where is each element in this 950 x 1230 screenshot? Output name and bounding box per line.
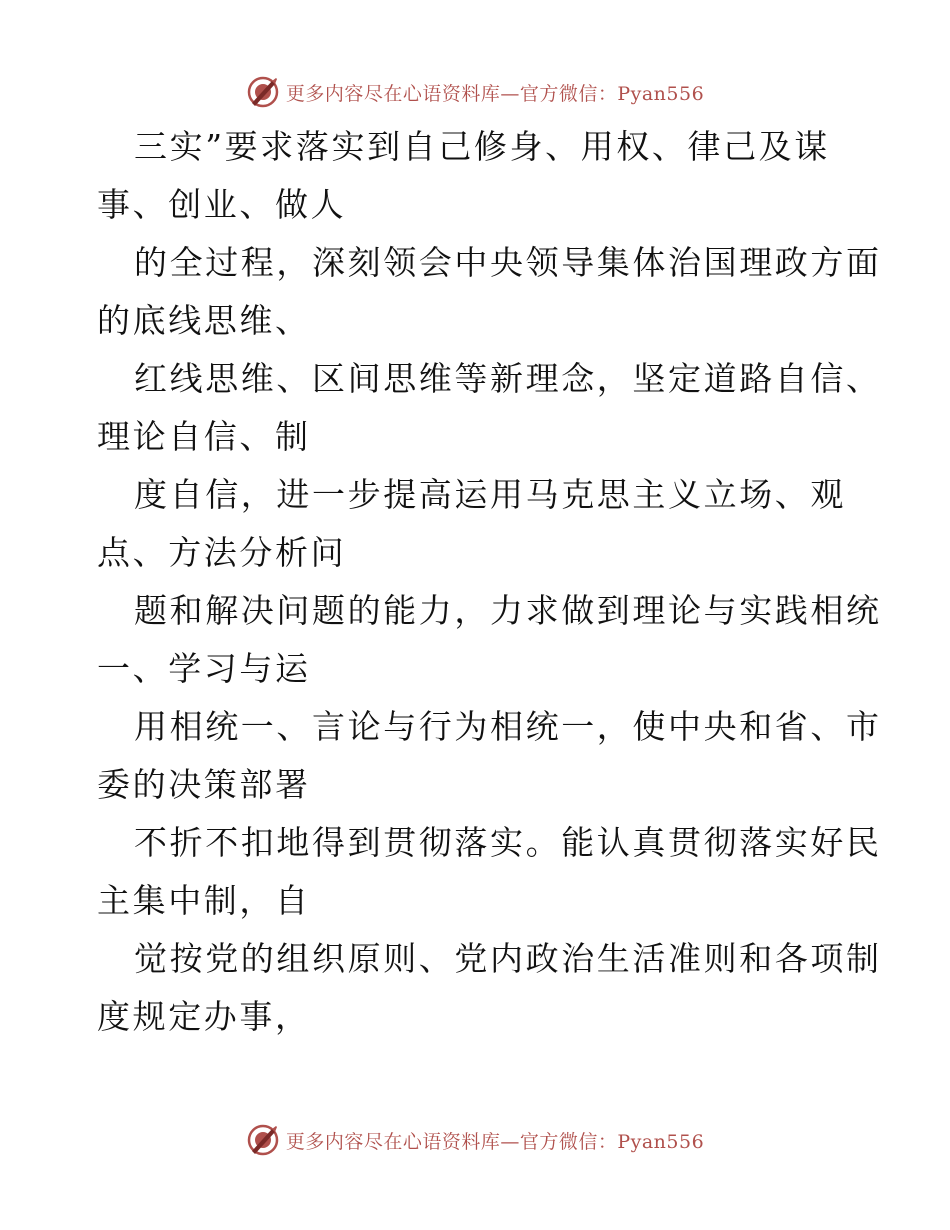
text-line: 题和解决问题的能力，力求做到理论与实践相统 (134, 591, 882, 630)
header-banner (0, 72, 950, 112)
text-line: 事、创业、做人 (97, 185, 347, 224)
text-line: 觉按党的组织原则、党内政治生活准则和各项制 (134, 939, 882, 978)
header-banner-text: 更多内容尽在心语资料库—官方微信：Pyan556 (285, 82, 705, 105)
footer-banner-text: 更多内容尽在心语资料库—官方微信：Pyan556 (285, 1130, 705, 1153)
text-line: 一、学习与运 (97, 649, 311, 688)
footer-banner (0, 1120, 950, 1160)
text-line: 度规定办事， (97, 997, 311, 1036)
text-line: 理论自信、制 (97, 417, 311, 456)
text-line: 的全过程，深刻领会中央领导集体治国理政方面 (134, 243, 882, 282)
text-line: 点、方法分析问 (97, 533, 347, 572)
text-line: 红线思维、区间思维等新理念，坚定道路自信、 (134, 359, 882, 398)
text-line: 主集中制，自 (97, 881, 311, 920)
pen-seal-logo-icon (246, 1123, 280, 1157)
text-line: 委的决策部署 (97, 765, 311, 804)
text-line: 度自信，进一步提高运用马克思主义立场、观 (134, 475, 846, 514)
text-line: 三实”要求落实到自己修身、用权、律己及谋 (134, 127, 830, 166)
text-line: 的底线思维、 (97, 301, 311, 340)
body-text (97, 118, 882, 1046)
text-line: 不折不扣地得到贯彻落实。能认真贯彻落实好民 (134, 823, 882, 862)
text-line: 用相统一、言论与行为相统一，使中央和省、市 (134, 707, 882, 746)
pen-seal-logo-icon (246, 75, 280, 109)
